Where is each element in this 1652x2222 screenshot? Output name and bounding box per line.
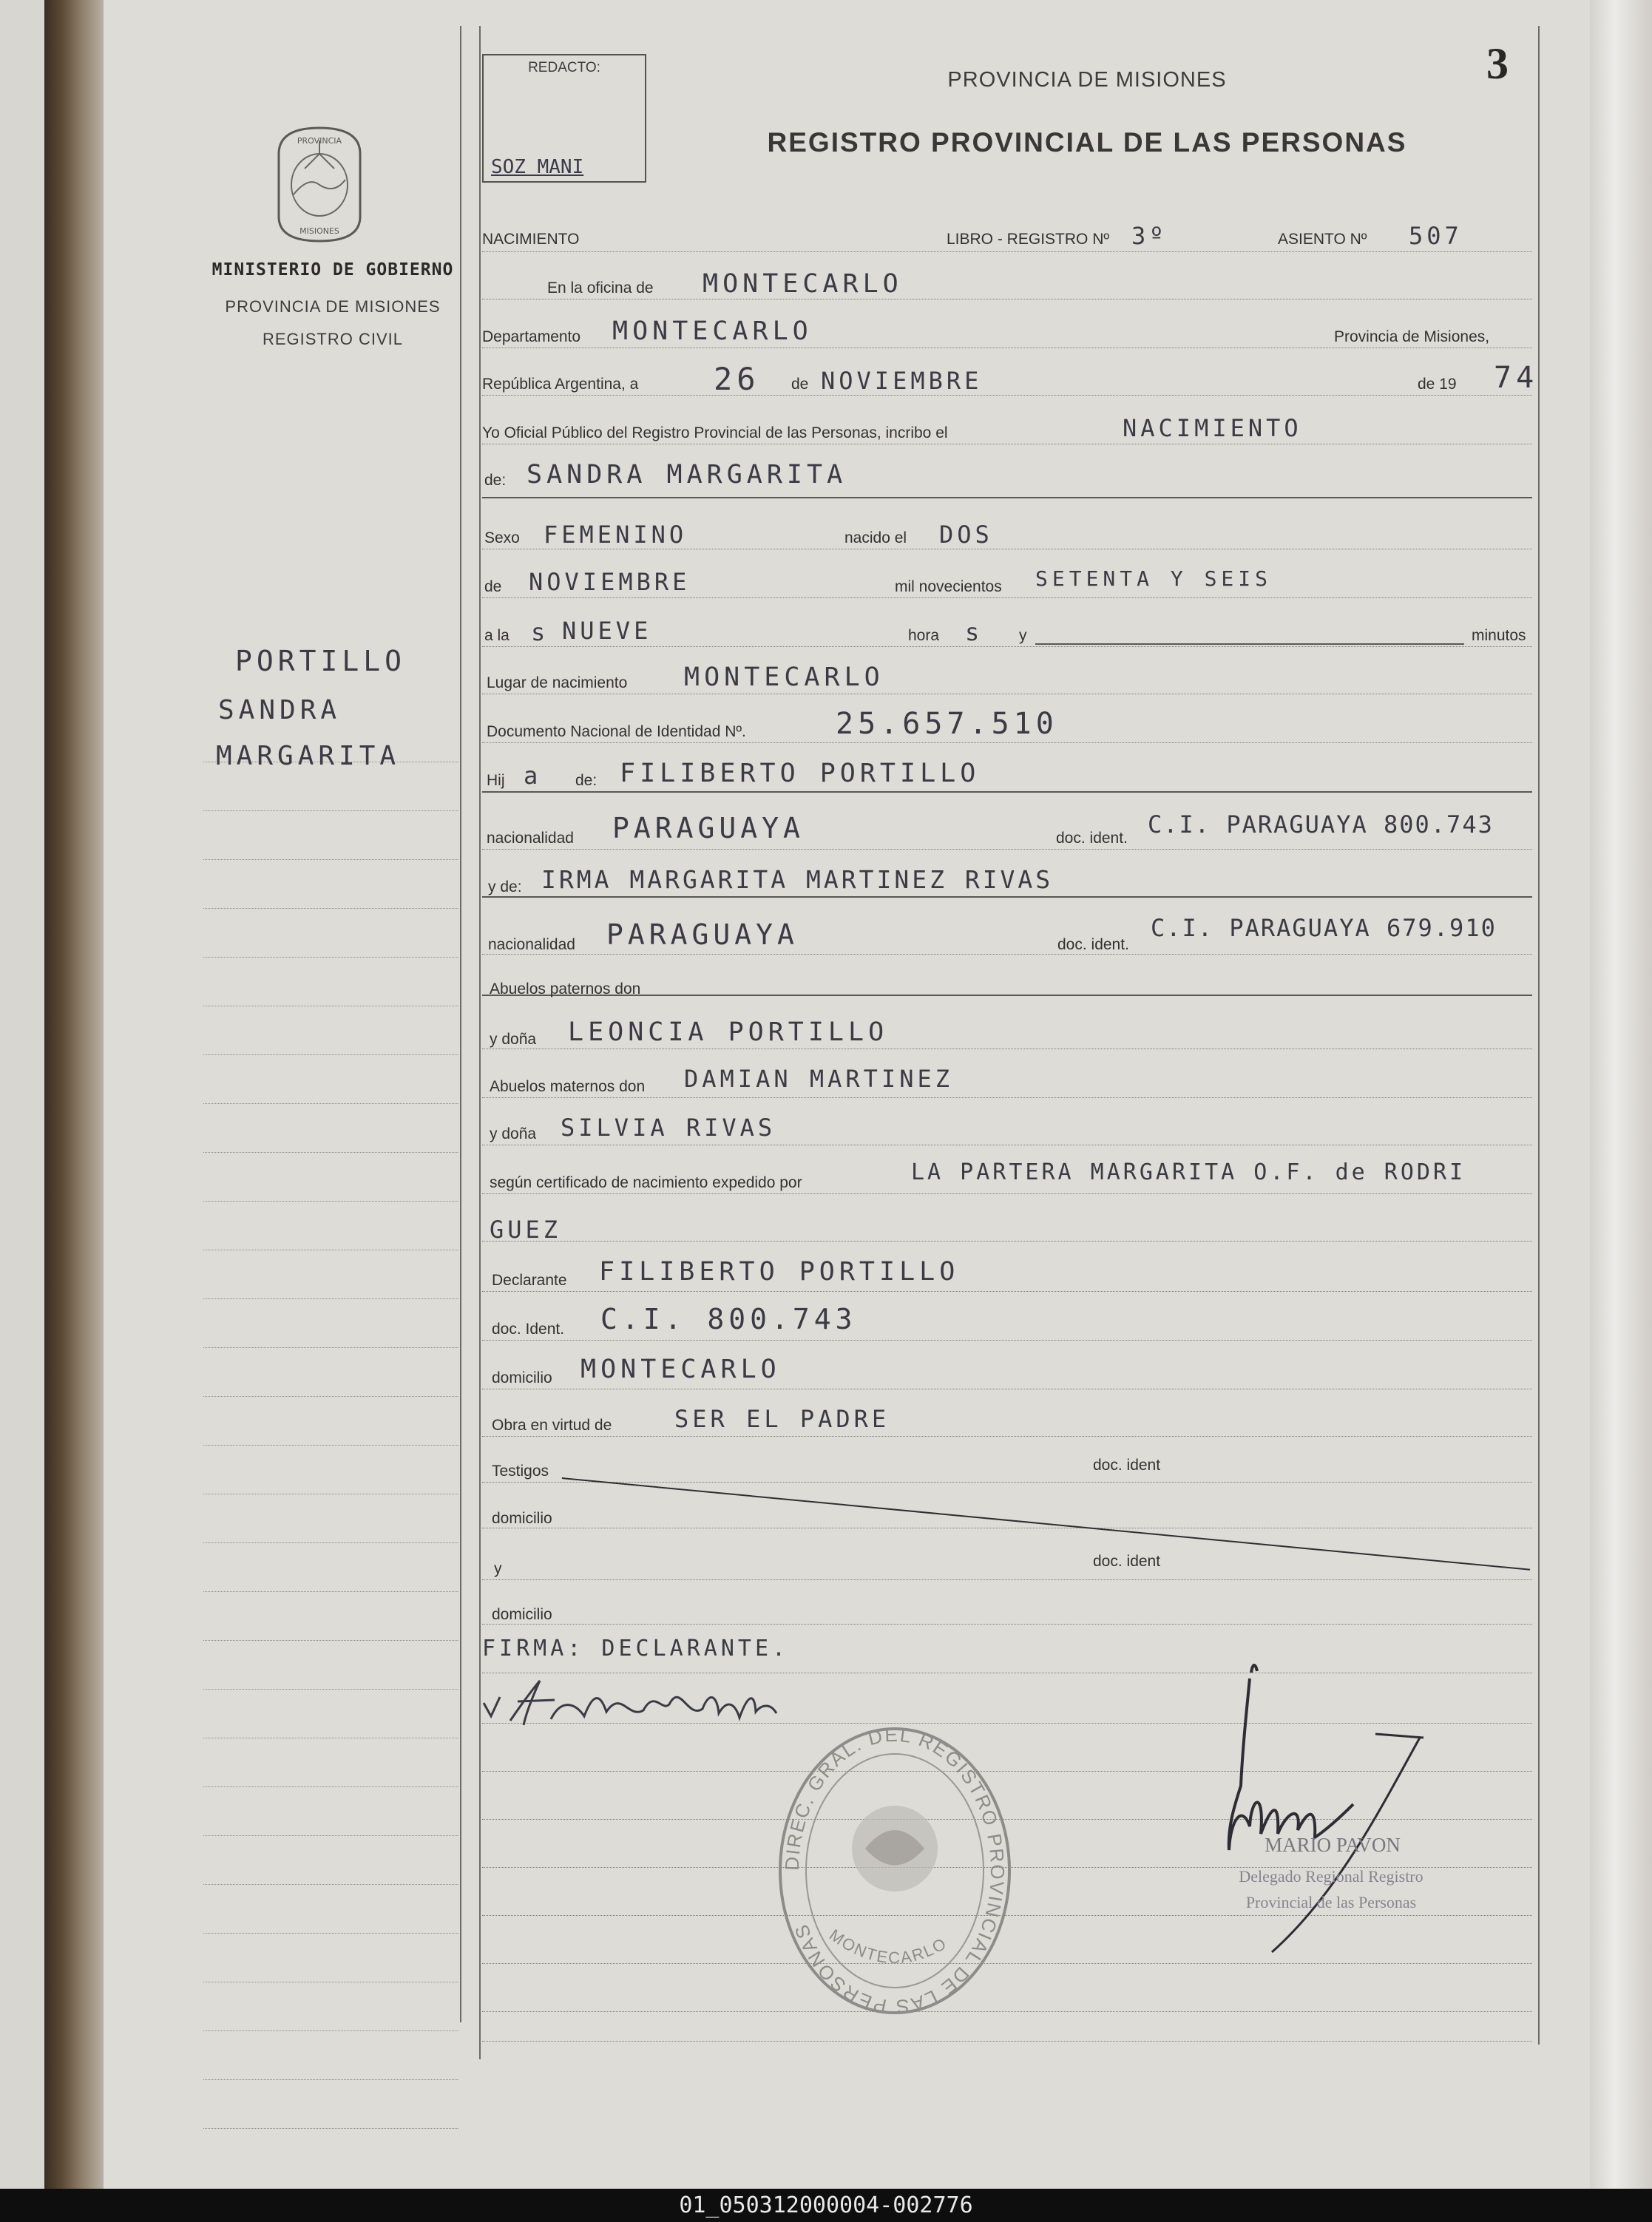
- margin-rule-line: [203, 2030, 458, 2031]
- margin-rule-line: [203, 1054, 458, 1055]
- padre-docid-label: doc. ident.: [1056, 830, 1128, 847]
- decl-doc-value: C.I. 800.743: [600, 1303, 857, 1335]
- certificado-cont: GUEZ: [490, 1216, 562, 1244]
- testigo1-doc-label: doc. ident: [1093, 1457, 1161, 1474]
- milnov-value: SETENTA Y SEIS: [1035, 566, 1273, 591]
- libro-value: 3º: [1131, 222, 1168, 250]
- form-rule-line: [482, 1193, 1532, 1194]
- ministry-office: REGISTRO CIVIL: [262, 330, 404, 348]
- logo-text-bottom: MISIONES: [299, 226, 339, 236]
- firma-note: FIRMA: DECLARANTE.: [482, 1636, 790, 1662]
- oficina-label: En la oficina de: [547, 280, 654, 297]
- day-value: 26: [714, 361, 760, 397]
- margin-rule-line: [203, 1201, 458, 1202]
- form-rule-line: [482, 1624, 1532, 1625]
- acto-value: NACIMIENTO: [1123, 414, 1302, 442]
- padre-nac-label: nacionalidad: [487, 830, 574, 847]
- margin-rule-line: [203, 1835, 458, 1836]
- decl-doc-label: doc. Ident.: [492, 1321, 565, 1338]
- redacto-label: REDACTO:: [528, 60, 600, 75]
- departamento-label: Departamento: [482, 328, 581, 345]
- margin-rule-line: [203, 1542, 458, 1543]
- sexo-value: FEMENINO: [544, 521, 688, 549]
- lugar-label: Lugar de nacimiento: [487, 674, 628, 691]
- official-name: MARIO PAVON: [1265, 1834, 1401, 1856]
- libro-label: LIBRO - REGISTRO Nº: [947, 231, 1110, 248]
- milnov-label: mil novecientos: [895, 578, 1002, 595]
- record-type-label: NACIMIENTO: [482, 231, 580, 248]
- previous-page-edge: [0, 0, 44, 2189]
- page-number: 3: [1486, 39, 1509, 88]
- hora-suffix: s: [965, 618, 984, 646]
- nacido-mes-value: NOVIEMBRE: [529, 568, 691, 596]
- margin-rule-line: [203, 1933, 458, 1934]
- margin-divider: [460, 26, 461, 2022]
- madre-yde-label: y de:: [488, 878, 522, 895]
- oficina-value: MONTECARLO: [703, 269, 903, 299]
- form-rule-line: [482, 251, 1532, 252]
- record-left-border: [479, 26, 481, 2059]
- form-rule-line: [482, 791, 1532, 793]
- margin-rule-line: [203, 2128, 458, 2129]
- official-signature: [1198, 1656, 1464, 1967]
- abuelo-mat-value: DAMIAN MARTINEZ: [684, 1065, 953, 1093]
- margin-rule-line: [203, 2079, 458, 2080]
- madre-docid-label: doc. ident.: [1057, 936, 1129, 953]
- minutos-blank-line: [1035, 643, 1464, 645]
- alas-prefix: s: [531, 618, 549, 646]
- ministry-seal-logo: [264, 124, 375, 244]
- stamp-city: MONTECARLO: [826, 1925, 951, 1968]
- asiento-value: 507: [1409, 222, 1463, 250]
- abuela-pat-label: y doña: [490, 1031, 537, 1048]
- year-value: 74: [1494, 361, 1539, 395]
- republica-label: República Argentina, a: [482, 376, 639, 393]
- declarant-signature: [481, 1667, 791, 1734]
- margin-rule-line: [203, 1591, 458, 1592]
- departamento-value: MONTECARLO: [612, 316, 813, 346]
- book-binding: [44, 0, 104, 2189]
- madre-doc-value: C.I. PARAGUAYA 679.910: [1151, 914, 1497, 942]
- ministry-title: MINISTERIO DE GOBIERNO: [211, 260, 454, 280]
- margin-rule-line: [203, 1396, 458, 1397]
- oficial-text: Yo Oficial Público del Registro Provincial de las Personas, incribo el: [482, 424, 948, 441]
- form-rule-line: [482, 1291, 1532, 1292]
- form-rule-line: [482, 1482, 1532, 1483]
- header-province: PROVINCIA DE MISIONES: [947, 68, 1227, 92]
- year-label: de 19: [1418, 376, 1457, 393]
- testigo1-dom-label: domicilio: [492, 1510, 552, 1527]
- domicilio-value: MONTECARLO: [580, 1355, 781, 1384]
- declarante-value: FILIBERTO PORTILLO: [599, 1257, 960, 1287]
- scan-footer-code: 01_050312000004-002776: [0, 2189, 1652, 2222]
- asiento-label: ASIENTO Nº: [1278, 231, 1367, 248]
- form-rule-line: [482, 395, 1532, 396]
- margin-rule-line: [203, 908, 458, 909]
- ministry-province: PROVINCIA DE MISIONES: [225, 297, 441, 316]
- nacido-value: DOS: [939, 521, 993, 549]
- padre-doc-value: C.I. PARAGUAYA 800.743: [1148, 810, 1494, 839]
- form-rule-line: [482, 646, 1532, 647]
- form-rule-line: [482, 849, 1532, 850]
- margin-rule-line: [203, 1103, 458, 1104]
- svg-text:MONTECARLO: [826, 1925, 950, 1967]
- hijo-label: Hij: [487, 772, 505, 789]
- form-rule-line: [482, 2041, 1532, 2042]
- abuela-mat-label: y doña: [490, 1125, 537, 1142]
- header-registry: REGISTRO PROVINCIAL DE LAS PERSONAS: [767, 127, 1407, 157]
- form-rule-line: [482, 497, 1532, 498]
- stamp-text: DIREC. GRAL. DEL REGISTRO PROVINCIAL DE LAS PERSONAS: [780, 1723, 1009, 2019]
- official-title-line2: Provincial de las Personas: [1245, 1893, 1417, 1911]
- month-value: NOVIEMBRE: [821, 367, 983, 395]
- margin-rule-line: [203, 1347, 458, 1348]
- abuelos-pat-label: Abuelos paternos don: [490, 980, 641, 997]
- margin-rule-line: [203, 1445, 458, 1446]
- margin-rule-line: [203, 1152, 458, 1153]
- form-rule-line: [482, 1241, 1532, 1242]
- margin-surname: PORTILLO: [235, 645, 407, 677]
- margin-rule-line: [203, 1298, 458, 1299]
- testigos-label: Testigos: [492, 1463, 549, 1480]
- madre-nac-value: PARAGUAYA: [606, 918, 799, 951]
- form-rule-line: [482, 597, 1532, 598]
- form-rule-line: [482, 954, 1532, 955]
- obra-value: SER EL PADRE: [674, 1405, 890, 1433]
- padre-nac-value: PARAGUAYA: [612, 812, 805, 844]
- form-rule-line: [482, 1436, 1532, 1437]
- provincia-label: Provincia de Misiones,: [1334, 328, 1490, 345]
- nombre-de-label: de:: [484, 472, 507, 489]
- certificado-value: LA PARTERA MARGARITA O.F. de RODRI: [911, 1159, 1466, 1185]
- margin-rule-line: [203, 859, 458, 860]
- nacido-label: nacido el: [844, 529, 907, 546]
- abuelos-mat-label: Abuelos maternos don: [490, 1078, 646, 1095]
- hijo-de-label: de:: [575, 772, 598, 789]
- dni-label: Documento Nacional de Identidad Nº.: [487, 723, 746, 740]
- margin-rule-line: [203, 957, 458, 958]
- alas-label: a la: [484, 627, 510, 644]
- dni-value: 25.657.510: [836, 707, 1058, 741]
- margin-rule-line: [203, 1640, 458, 1641]
- padre-value: FILIBERTO PORTILLO: [620, 759, 981, 788]
- form-rule-line: [482, 896, 1532, 898]
- declarante-label: Declarante: [492, 1272, 567, 1289]
- sexo-label: Sexo: [484, 529, 520, 546]
- margin-name-1: SANDRA: [218, 695, 342, 725]
- hora-label: hora: [908, 627, 940, 644]
- nombre-value: SANDRA MARGARITA: [527, 460, 847, 490]
- abuela-mat-value: SILVIA RIVAS: [561, 1114, 776, 1142]
- certificado-label: según certificado de nacimiento expedido por: [490, 1174, 802, 1191]
- official-title-line1: Delegado Regional Registro: [1239, 1867, 1424, 1886]
- minutos-y-label: y: [1019, 627, 1027, 644]
- registry-stamp: [769, 1723, 1020, 2019]
- form-rule-line: [482, 742, 1532, 743]
- margin-rule-line: [203, 1884, 458, 1885]
- testigo2-y-label: y: [494, 1560, 502, 1577]
- obra-label: Obra en virtud de: [492, 1417, 612, 1434]
- redacto-box: [482, 54, 646, 183]
- margin-rule-line: [203, 810, 458, 811]
- form-rule-line: [482, 1579, 1532, 1580]
- logo-text-top: PROVINCIA: [297, 136, 342, 146]
- record-right-border: [1538, 26, 1540, 2045]
- lugar-value: MONTECARLO: [684, 663, 884, 692]
- margin-name-2: MARGARITA: [216, 741, 401, 771]
- form-rule-line: [482, 1097, 1532, 1098]
- hijo-suffix: a: [524, 762, 542, 790]
- form-rule-line: [482, 1340, 1532, 1341]
- nacido-mes-de-label: de: [484, 578, 502, 595]
- abuela-pat-value: LEONCIA PORTILLO: [568, 1017, 889, 1047]
- page-edge: [1590, 0, 1652, 2189]
- redacto-value: SOZ MANI: [491, 156, 584, 178]
- hora-value: NUEVE: [562, 617, 652, 645]
- margin-rule-line: [203, 1689, 458, 1690]
- testigo2-dom-label: domicilio: [492, 1606, 552, 1623]
- testigo2-doc-label: doc. ident: [1093, 1553, 1161, 1570]
- minutos-label: minutos: [1472, 627, 1526, 644]
- month-de-label: de: [791, 376, 809, 393]
- madre-nac-label: nacionalidad: [488, 936, 575, 953]
- margin-rule-line: [203, 1786, 458, 1787]
- madre-value: IRMA MARGARITA MARTINEZ RIVAS: [541, 865, 1054, 894]
- domicilio-label: domicilio: [492, 1369, 552, 1386]
